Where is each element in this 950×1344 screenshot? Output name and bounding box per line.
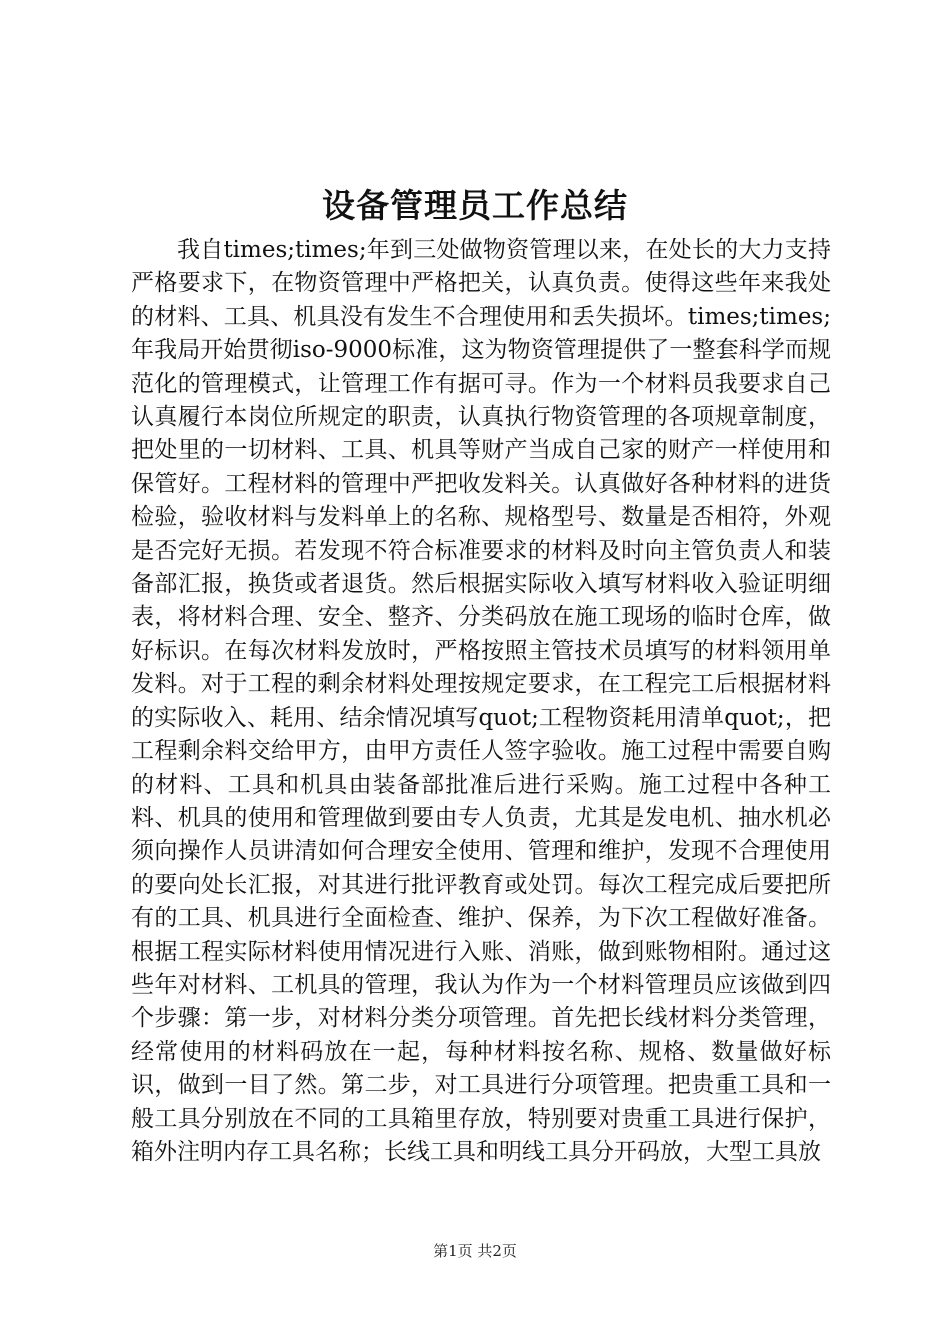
document-title: 设备管理员工作总结 [322, 186, 628, 225]
page-number-footer: 第1页 共2页 [433, 1242, 517, 1260]
body-paragraph: 我自times;times;年到三处做物资管理以来，在处长的大力支持严格要求下，在物资管理中严格把关，认真负责。使得这些年来我处的材料、工具、机具没有发生不合理使用和丢失损坏。times;times;年我局开始贯彻iso-9000标准，这为物资管理提供了一整套科学而规范化的管理模式，让管理工作有据可寻。作为一个材料员我要求自己认真履行本岗位所规定的职责，认真执行物资管理的各项规章制度，把处里的一切材料、工具、机具等财产当成自己家的财产一样使用和保管好。工程材料的管理中严把收发料关。认真做好各种材料的进货检验，验收材料与发料单上的名称、规格型号、数量是否相符，外观是否完好无损。若发现不符合标准要求的材料及时向主管负责人和装备部汇报，换货或者退货。然后根据实际收入填写材料收入验证明细表，将材料合理、安全、整齐、分类码放在施工现场的临时仓库，做好标识。在每次材料发放时，严格按照主管技术员填写的材料领用单发料。对于工程的剩余材料处理按规定要求，在工程完工后根据材料的实际收入、耗用、结余情况填写quot;工程物资耗用清单quot;，把工程剩余料交给甲方，由甲方责任人签字验收。施工过程中需要自购的材料、工具和机具由装备部批准后进行采购。施工过程中各种工料、机具的使用和管理做到要由专人负责，尤其是发电机、抽水机必须向操作人员讲清如何合理安全使用、管理和维护，发现不合理使用的要向处长汇报，对其进行批评教育或处罚。每次工程完成后要把所有的工具、机具进行全面检查、维护、保养，为下次工程做好准备。根据工程实际材料使用情况进行入账、消账，做到账物相附。通过这些年对材料、工机具的管理，我认为作为一个材料管理员应该做到四个步骤：第一步，对材料分类分项管理。首先把长线材料分类管理，经常使用的材料码放在一起，每种材料按名称、规格、数量做好标识，做到一目了然。第二步，对工具进行分项管理。把贵重工具和一般工具分别放在不同的工具箱里存放，特别要对贵重工具进行保护，箱外注明内存工具名称；长线工具和明线工具分开码放，大型工具放 [131, 237, 831, 1165]
